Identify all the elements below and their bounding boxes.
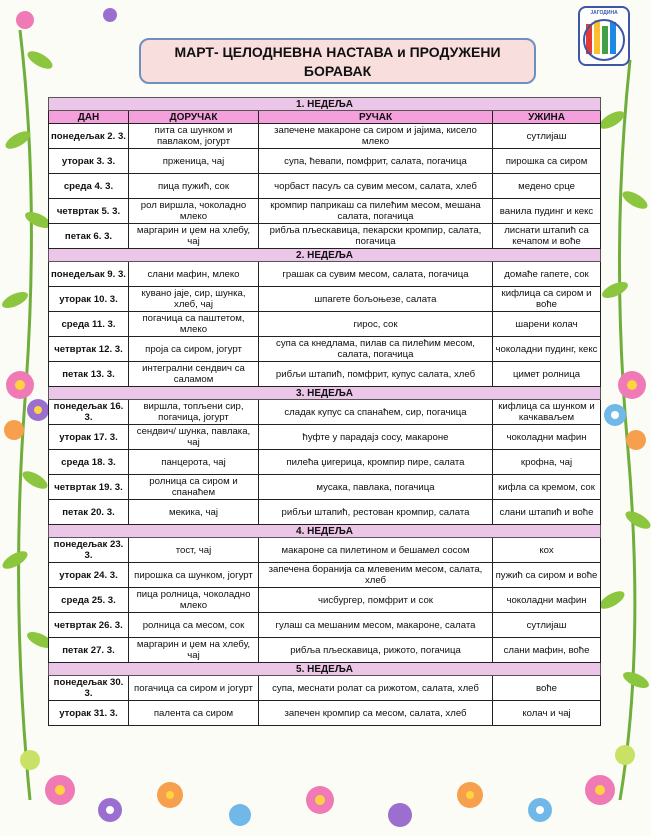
table-row <box>49 287 601 312</box>
table-row <box>49 701 601 726</box>
day-cell: четвртак 5. 3. <box>49 199 129 224</box>
lunch-cell: пилећа џигерица, кромпир пире, салата <box>259 450 493 475</box>
week-label: 3. НЕДЕЉА <box>49 387 601 400</box>
lunch-cell: грашак са сувим месом, салата, погачица <box>259 262 493 287</box>
day-cell: уторак 17. 3. <box>49 425 129 450</box>
lunch-cell: супа са кнедлама, пилав са пилећим месом, салата, погачица <box>259 337 493 362</box>
day-cell: четвртак 26. 3. <box>49 613 129 638</box>
snack-cell: чоколадни пудинг, кекс <box>493 337 601 362</box>
column-header-row <box>49 111 601 124</box>
lunch-cell: рибљи штапић, помфрит, купус салата, хлеб <box>259 362 493 387</box>
breakfast-cell: проја са сиром, јогурт <box>129 337 259 362</box>
column-header: ДОРУЧАК <box>129 111 259 124</box>
table-row <box>49 312 601 337</box>
lunch-cell: запечена боранија са млевеним месом, салата, хлеб <box>259 563 493 588</box>
day-cell: среда 4. 3. <box>49 174 129 199</box>
day-cell: уторак 24. 3. <box>49 563 129 588</box>
breakfast-cell: кувано јаје, сир, шунка, хлеб, чај <box>129 287 259 312</box>
week-label: 1. НЕДЕЉА <box>49 98 601 111</box>
snack-cell: кифлица са шунком и качкаваљем <box>493 400 601 425</box>
table-row <box>49 149 601 174</box>
snack-cell: шарени колач <box>493 312 601 337</box>
column-header: РУЧАК <box>259 111 493 124</box>
table-row <box>49 174 601 199</box>
snack-cell: пирошка са сиром <box>493 149 601 174</box>
day-cell: среда 25. 3. <box>49 588 129 613</box>
snack-cell: сутлијаш <box>493 124 601 149</box>
week-header-row <box>49 249 601 262</box>
breakfast-cell: интегрални сендвич са саламом <box>129 362 259 387</box>
lunch-cell: рибља пљескавица, пекарски кромпир, салата, погачица <box>259 224 493 249</box>
week-header-row <box>49 387 601 400</box>
breakfast-cell: ролница са сиром и спанаћем <box>129 475 259 500</box>
lunch-cell: чорбаст пасуљ са сувим месом, салата, хлеб <box>259 174 493 199</box>
day-cell: среда 11. 3. <box>49 312 129 337</box>
breakfast-cell: мекика, чај <box>129 500 259 525</box>
lunch-cell: запечене макароне са сиром и јајима, кисело млеко <box>259 124 493 149</box>
table-row <box>49 337 601 362</box>
breakfast-cell: погачица са паштетом, млеко <box>129 312 259 337</box>
table-row <box>49 475 601 500</box>
snack-cell: чоколадни мафин <box>493 588 601 613</box>
snack-cell: слани штапић и воће <box>493 500 601 525</box>
breakfast-cell: панцерота, чај <box>129 450 259 475</box>
snack-cell: кох <box>493 538 601 563</box>
day-cell: уторак 10. 3. <box>49 287 129 312</box>
logo-emblem-icon <box>580 16 628 64</box>
menu-table <box>48 97 601 726</box>
table-row <box>49 563 601 588</box>
breakfast-cell: пита са шунком и павлаком, јогурт <box>129 124 259 149</box>
day-cell: уторак 3. 3. <box>49 149 129 174</box>
breakfast-cell: рол виршла, чоколадно млеко <box>129 199 259 224</box>
column-header: УЖИНА <box>493 111 601 124</box>
day-cell: петак 20. 3. <box>49 500 129 525</box>
breakfast-cell: палента са сиром <box>129 701 259 726</box>
breakfast-cell: прженица, чај <box>129 149 259 174</box>
day-cell: петак 13. 3. <box>49 362 129 387</box>
lunch-cell: макароне са пилетином и бешамел сосом <box>259 538 493 563</box>
lunch-cell: сладак купус са спанаћем, сир, погачица <box>259 400 493 425</box>
week-header-row <box>49 663 601 676</box>
day-cell: петак 6. 3. <box>49 224 129 249</box>
snack-cell: колач и чај <box>493 701 601 726</box>
breakfast-cell: пирошка са шунком, јогурт <box>129 563 259 588</box>
snack-cell: чоколадни мафин <box>493 425 601 450</box>
snack-cell: цимет ролница <box>493 362 601 387</box>
table-row <box>49 450 601 475</box>
week-label: 5. НЕДЕЉА <box>49 663 601 676</box>
table-row <box>49 224 601 249</box>
lunch-cell: шпагете бољоњезе, салата <box>259 287 493 312</box>
table-row <box>49 500 601 525</box>
day-cell: понедељак 23. 3. <box>49 538 129 563</box>
snack-cell: крофна, чај <box>493 450 601 475</box>
snack-cell: кифлица са сиром и воће <box>493 287 601 312</box>
table-row <box>49 425 601 450</box>
day-cell: понедељак 9. 3. <box>49 262 129 287</box>
table-row <box>49 638 601 663</box>
lunch-cell: гулаш са мешаним месом, макароне, салата <box>259 613 493 638</box>
school-logo <box>578 6 630 66</box>
table-row <box>49 588 601 613</box>
week-label: 4. НЕДЕЉА <box>49 525 601 538</box>
table-row <box>49 400 601 425</box>
breakfast-cell: погачица са сиром и јогурт <box>129 676 259 701</box>
day-cell: понедељак 16. 3. <box>49 400 129 425</box>
snack-cell: ванила пудинг и кекс <box>493 199 601 224</box>
lunch-cell: рибљи штапић, рестован кромпир, салата <box>259 500 493 525</box>
logo-text: ЈАГОДИНА <box>590 10 618 16</box>
snack-cell: сутлијаш <box>493 613 601 638</box>
day-cell: четвртак 19. 3. <box>49 475 129 500</box>
lunch-cell: гирос, сок <box>259 312 493 337</box>
table-row <box>49 262 601 287</box>
column-header: ДАН <box>49 111 129 124</box>
lunch-cell: рибља пљескавица, рижото, погачица <box>259 638 493 663</box>
lunch-cell: супа, меснати ролат са рижотом, салата, хлеб <box>259 676 493 701</box>
page-title: МАРТ- ЦЕЛОДНЕВНА НАСТАВА и ПРОДУЖЕНИ БОРАВАК <box>139 38 536 84</box>
lunch-cell: запечен кромпир са месом, салата, хлеб <box>259 701 493 726</box>
lunch-cell: ћуфте у парадајз сосу, макароне <box>259 425 493 450</box>
breakfast-cell: тост, чај <box>129 538 259 563</box>
lunch-cell: мусака, павлака, погачица <box>259 475 493 500</box>
snack-cell: кифла са кремом, сок <box>493 475 601 500</box>
day-cell: среда 18. 3. <box>49 450 129 475</box>
breakfast-cell: сендвич/ шунка, павлака, чај <box>129 425 259 450</box>
snack-cell: медено срце <box>493 174 601 199</box>
snack-cell: воће <box>493 676 601 701</box>
week-header-row <box>49 98 601 111</box>
snack-cell: лиснати штапић са кечапом и воће <box>493 224 601 249</box>
week-label: 2. НЕДЕЉА <box>49 249 601 262</box>
breakfast-cell: слани мафин, млеко <box>129 262 259 287</box>
table-row <box>49 124 601 149</box>
day-cell: уторак 31. 3. <box>49 701 129 726</box>
day-cell: понедељак 30. 3. <box>49 676 129 701</box>
breakfast-cell: ролница са месом, сок <box>129 613 259 638</box>
week-header-row <box>49 525 601 538</box>
breakfast-cell: пица ролница, чоколадно млеко <box>129 588 259 613</box>
breakfast-cell: маргарин и џем на хлебу, чај <box>129 638 259 663</box>
snack-cell: домаће гапете, сок <box>493 262 601 287</box>
snack-cell: пужић са сиром и воће <box>493 563 601 588</box>
lunch-cell: кромпир паприкаш са пилећим месом, мешана салата, погачица <box>259 199 493 224</box>
breakfast-cell: маргарин и џем на хлебу, чај <box>129 224 259 249</box>
day-cell: петак 27. 3. <box>49 638 129 663</box>
lunch-cell: супа, ћевапи, помфрит, салата, погачица <box>259 149 493 174</box>
lunch-cell: чисбургер, помфрит и сок <box>259 588 493 613</box>
table-row <box>49 538 601 563</box>
day-cell: понедељак 2. 3. <box>49 124 129 149</box>
breakfast-cell: виршла, топљени сир, погачица, јогурт <box>129 400 259 425</box>
table-row <box>49 362 601 387</box>
snack-cell: слани мафин, воће <box>493 638 601 663</box>
day-cell: четвртак 12. 3. <box>49 337 129 362</box>
table-row <box>49 676 601 701</box>
table-row <box>49 613 601 638</box>
breakfast-cell: пица пужић, сок <box>129 174 259 199</box>
table-row <box>49 199 601 224</box>
